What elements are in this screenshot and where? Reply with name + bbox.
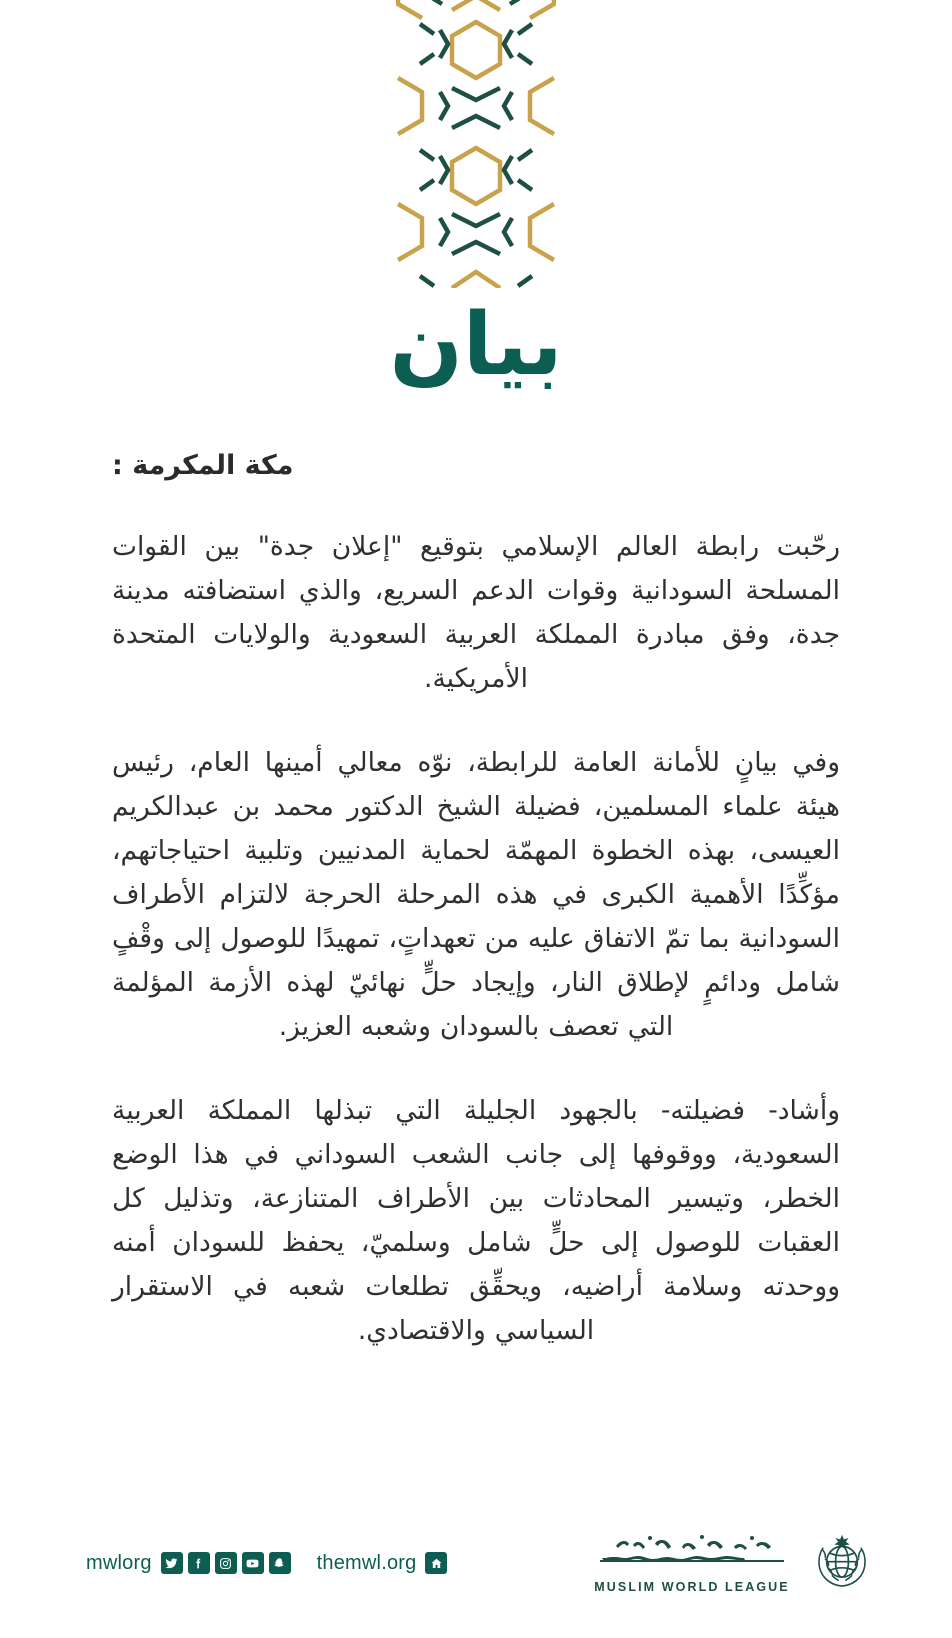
facebook-icon[interactable]: [188, 1552, 210, 1574]
dateline: مكة المكرمة :: [112, 450, 294, 481]
youtube-icon[interactable]: [242, 1552, 264, 1574]
footer-logo-area: [592, 1531, 874, 1595]
ornament-header: [0, 0, 952, 288]
snapchat-icon[interactable]: [269, 1552, 291, 1574]
website-block: [317, 1552, 448, 1575]
page-title-wrap: [0, 295, 952, 395]
paragraph-3: وأشاد- فضيلته- بالجهود الجليلة التي تبذلها المملكة العربية السعودية، ووقوفها إلى جانب الشعب السوداني في هذا الوضع الخطر، وتيسير المحادثات بين الأطراف المتنازعة، وتذليل كل العقبات للوصول إلى حلٍّ شامل وسلميّ، يحفظ للسودان أمنه ووحدته وسلامة أراضيه، ويحقِّق تطلعات شعبه في الاستقرار السياسي والاقتصادي.: [112, 1095, 840, 1346]
website-text: themwl.org: [316, 1551, 417, 1574]
social-handle-block: [86, 1552, 291, 1575]
social-handle-text: mwlorg: [86, 1551, 152, 1574]
twitter-icon[interactable]: [161, 1552, 183, 1574]
paragraph-1: رحّبت رابطة العالم الإسلامي بتوقيع "إعلان جدة" بين القوات المسلحة السودانية وقوات الدعم السريع، والذي استضافته مدينة جدة، وفق مبادرة المملكة العربية السعودية والولايات المتحدة الأمريكية.: [112, 531, 840, 694]
home-icon[interactable]: [425, 1552, 447, 1574]
globe-wreath-emblem-icon: [810, 1531, 874, 1595]
mwl-wordmark: [592, 1532, 792, 1594]
islamic-geometric-pattern-icon: [396, 0, 556, 288]
page-title: بيان: [389, 295, 563, 395]
paragraph-2: وفي بيانٍ للأمانة العامة للرابطة، نوّه معالي أمينها العام، رئيس هيئة علماء المسلمين، فضيلة الشيخ الدكتور محمد بن عبدالكريم العيسى، بهذه الخطوة المهمّة لحماية المدنيين وتلبية احتياجاتهم، مؤكِّدًا الأهمية الكبرى في هذه المرحلة الحرجة لالتزام الأطراف السودانية بما تمّ الاتفاق عليه من تعهداتٍ، تمهيدًا للوصول إلى وقْفٍ شامل ودائمٍ لإطلاق النار، وإيجاد حلٍّ نهائيّ لهذه الأزمة المؤلمة التي تعصف بالسودان وشعبه العزيز.: [112, 747, 840, 1042]
footer-social-area: [86, 1552, 447, 1575]
footer: [0, 1488, 952, 1638]
social-icon-row: [161, 1552, 291, 1574]
mwl-arabic-calligraphy: [592, 1532, 792, 1574]
instagram-icon[interactable]: [215, 1552, 237, 1574]
mwl-english-name: MUSLIM WORLD LEAGUE: [594, 1580, 790, 1594]
statement-body: [0, 450, 952, 1638]
